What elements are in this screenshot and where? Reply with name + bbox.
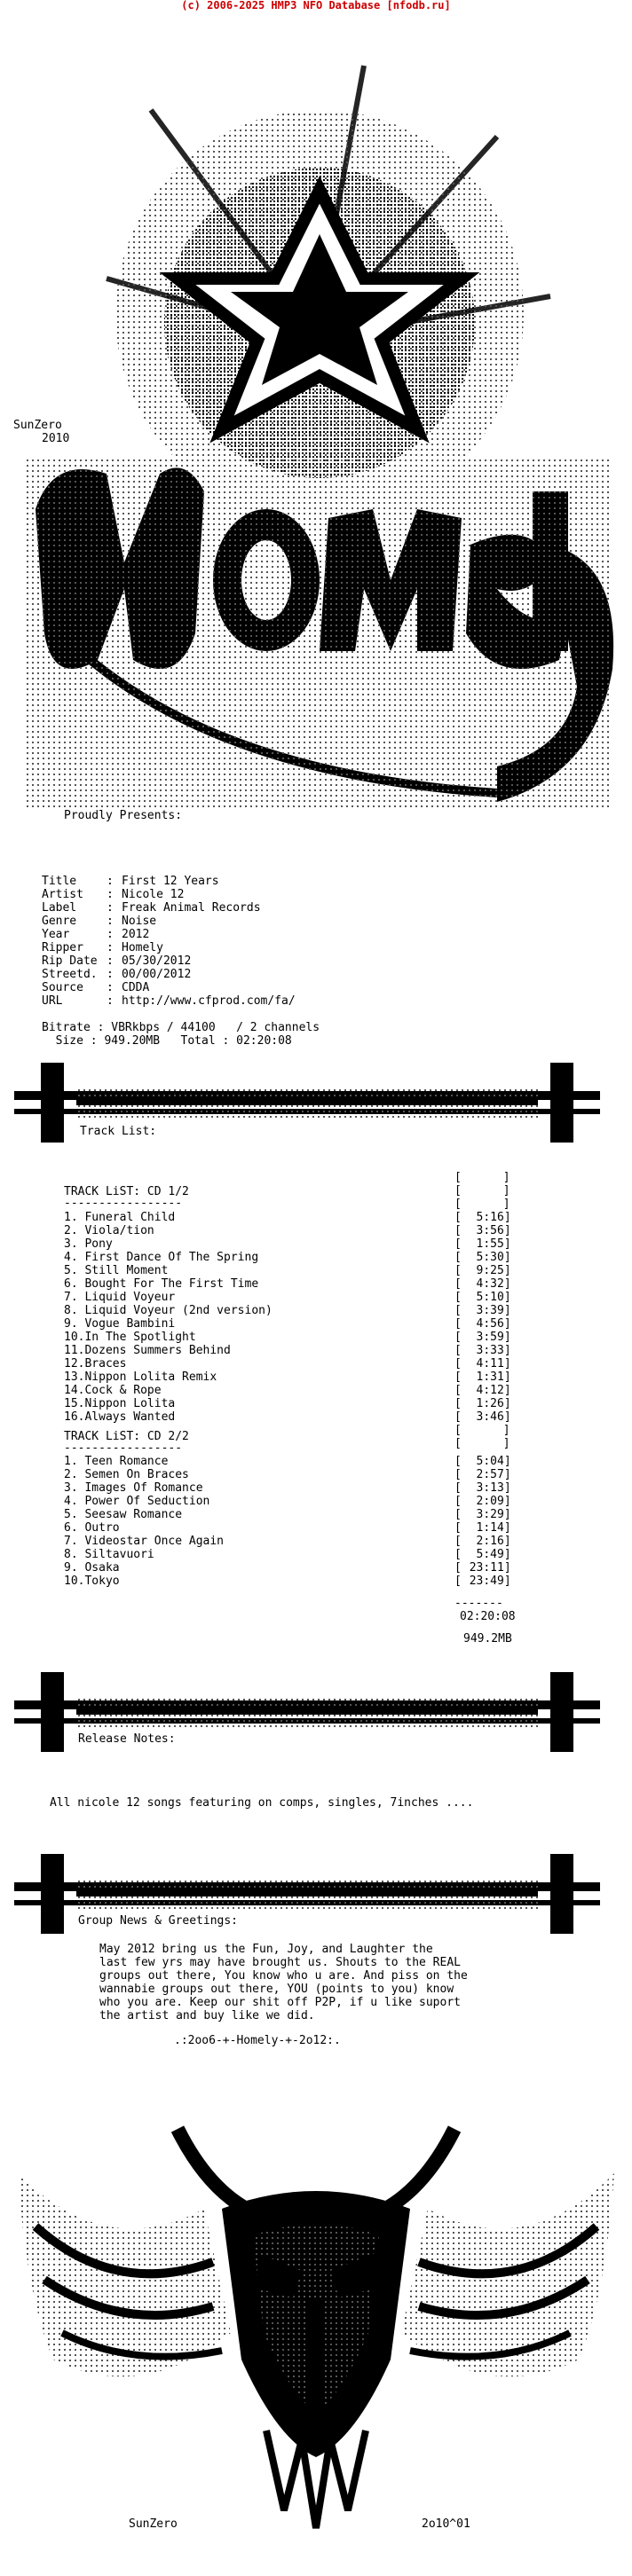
bracket-open: [ xyxy=(454,1384,462,1397)
cd1-track-title: 7. Liquid Voyeur xyxy=(64,1291,176,1304)
info-title-sep: : xyxy=(107,875,121,888)
cd1-track-title: 6. Bought For The First Time xyxy=(64,1277,259,1291)
news-line-1: May 2012 bring us the Fun, Joy, and Laughter the xyxy=(99,1943,433,1956)
cd2-track-duration xyxy=(454,1521,511,1535)
info-ripdate-label: Rip Date xyxy=(42,954,98,968)
info-genre-sep: : xyxy=(107,915,121,928)
cd1-track-title: 11.Dozens Summers Behind xyxy=(64,1344,231,1357)
info-title-label: Title xyxy=(42,875,77,888)
news-line-4: wannabie groups out there, YOU (points to you) know xyxy=(99,1983,454,1996)
bracket-close: ] xyxy=(503,1317,511,1331)
bracket-close: ] xyxy=(503,1521,511,1535)
cd2-track-duration xyxy=(454,1495,511,1508)
cd1-track-duration xyxy=(454,1211,511,1224)
duration-value: 5:10 xyxy=(476,1291,504,1304)
cd1-track-duration xyxy=(454,1357,511,1370)
bracket-close: ] xyxy=(503,1535,511,1548)
bracket-open: [ xyxy=(454,1304,462,1317)
duration-value: 4:56 xyxy=(476,1317,504,1331)
bracket-close: ] xyxy=(503,1575,511,1588)
bracket-open: [ xyxy=(454,1357,462,1370)
cd1-track-duration xyxy=(454,1264,511,1277)
bracket-close: ] xyxy=(503,1561,511,1575)
cd1-track-title: 9. Vogue Bambini xyxy=(64,1317,176,1331)
duration-value: 2:16 xyxy=(476,1535,504,1548)
totals-size: 949.2MB xyxy=(463,1632,512,1645)
duration-value: 3:59 xyxy=(476,1331,504,1344)
cd2-track-title: 6. Outro xyxy=(64,1521,120,1535)
bracket-close: ] xyxy=(503,1304,511,1317)
info-genre-label: Genre xyxy=(42,915,77,928)
bracket-open: [ xyxy=(454,1344,462,1357)
duration-value: 1:31 xyxy=(476,1370,504,1384)
cd2-track-title: 3. Images Of Romance xyxy=(64,1481,203,1495)
cd1-track-duration xyxy=(454,1251,511,1264)
bracket-close: ] xyxy=(503,1370,511,1384)
info-bitrate: Bitrate : VBRkbps / 44100 / 2 channels xyxy=(42,1021,320,1034)
duration-value: 4:32 xyxy=(476,1277,504,1291)
duration-value: 5:16 xyxy=(476,1211,504,1224)
cd2-track-title: 9. Osaka xyxy=(64,1561,120,1575)
cd2-track-title: 10.Tokyo xyxy=(64,1575,120,1588)
top-signature: SunZero xyxy=(13,419,62,432)
bracket-close: ] xyxy=(503,1331,511,1344)
duration-value: 3:46 xyxy=(476,1410,504,1424)
cd1-track-title: 8. Liquid Voyeur (2nd version) xyxy=(64,1304,273,1317)
duration-value: 1:14 xyxy=(476,1521,504,1535)
bracket-close: ] xyxy=(503,1344,511,1357)
cd1-track-title: 1. Funeral Child xyxy=(64,1211,176,1224)
bracket-open: [ xyxy=(454,1561,462,1575)
cd1-track-duration xyxy=(454,1304,511,1317)
bracket-close: ] xyxy=(503,1357,511,1370)
bracket-close: ] xyxy=(503,1508,511,1521)
duration-value: 2:09 xyxy=(476,1495,504,1508)
info-ripper-sep: : xyxy=(107,941,121,954)
bottom-right-signature: 2o10^01 xyxy=(422,2517,470,2531)
cd2-track-duration xyxy=(454,1468,511,1481)
info-url-label: URL xyxy=(42,994,63,1008)
bracket-close: ] xyxy=(503,1397,511,1410)
info-ripper-label: Ripper xyxy=(42,941,83,954)
cd1-track-duration xyxy=(454,1370,511,1384)
cd1-track-duration xyxy=(454,1331,511,1344)
release-notes-text: All nicole 12 songs featuring on comps, singles, 7inches .... xyxy=(50,1796,474,1810)
cd1-track-duration xyxy=(454,1237,511,1251)
cd1-track-duration xyxy=(454,1277,511,1291)
bracket-close: ] xyxy=(503,1211,511,1224)
cd2-track-list xyxy=(64,1455,224,1588)
news-signature: .:2oo6-+-Homely-+-2o12:. xyxy=(174,2034,341,2047)
bracket-open: [ xyxy=(454,1264,462,1277)
brackets-mid-2: [ ] xyxy=(454,1437,510,1450)
cd1-track-title: 13.Nippon Lolita Remix xyxy=(64,1370,217,1384)
info-ripper: Homely xyxy=(122,941,163,954)
brackets-top-2: [ ] xyxy=(454,1184,510,1198)
cd2-divider: ----------------- xyxy=(64,1441,183,1455)
bracket-open: [ xyxy=(454,1495,462,1508)
cd2-track-duration xyxy=(454,1481,511,1495)
duration-value: 9:25 xyxy=(476,1264,504,1277)
info-source-sep: : xyxy=(107,981,121,994)
info-streetd-sep: : xyxy=(107,968,121,981)
info-source-label: Source xyxy=(42,981,83,994)
cd1-track-title: 3. Pony xyxy=(64,1237,113,1251)
cd1-track-title: 14.Cock & Rope xyxy=(64,1384,162,1397)
duration-value: 1:55 xyxy=(476,1237,504,1251)
info-source: CDDA xyxy=(122,981,150,994)
cd1-track-title: 4. First Dance Of The Spring xyxy=(64,1251,259,1264)
duration-value: 3:29 xyxy=(476,1508,504,1521)
bracket-open: [ xyxy=(454,1468,462,1481)
section-title-tracklist: Track List: xyxy=(80,1125,157,1138)
bracket-open: [ xyxy=(454,1331,462,1344)
cd1-track-title: 10.In The Spotlight xyxy=(64,1331,196,1344)
duration-value: 5:49 xyxy=(476,1548,504,1561)
bracket-open: [ xyxy=(454,1370,462,1384)
news-line-6: the artist and buy like we did. xyxy=(99,2009,315,2022)
cd2-track-title: 4. Power Of Seduction xyxy=(64,1495,210,1508)
bracket-close: ] xyxy=(503,1495,511,1508)
cd2-track-duration xyxy=(454,1455,511,1468)
info-ripdate: 05/30/2012 xyxy=(122,954,192,968)
duration-value: 5:30 xyxy=(476,1251,504,1264)
info-artist-sep: : xyxy=(107,888,121,901)
bracket-open: [ xyxy=(454,1481,462,1495)
info-year-label: Year xyxy=(42,928,70,941)
cd2-track-title: 7. Videostar Once Again xyxy=(64,1535,225,1548)
bracket-open: [ xyxy=(454,1548,462,1561)
cd1-track-duration xyxy=(454,1397,511,1410)
duration-value: 3:33 xyxy=(476,1344,504,1357)
bracket-close: ] xyxy=(503,1237,511,1251)
cd1-track-title: 12.Braces xyxy=(64,1357,127,1370)
cd1-track-title: 15.Nippon Lolita xyxy=(64,1397,176,1410)
bottom-left-signature: SunZero xyxy=(129,2517,178,2531)
bracket-close: ] xyxy=(503,1277,511,1291)
news-line-3: groups out there, You know who u are. And piss on the xyxy=(99,1969,468,1983)
duration-value: 2:57 xyxy=(476,1468,504,1481)
info-streetd: 00/00/2012 xyxy=(122,968,192,981)
section-title-release-notes: Release Notes: xyxy=(78,1732,176,1746)
info-label-sep: : xyxy=(107,901,121,915)
info-url: http://www.cfprod.com/fa/ xyxy=(122,994,296,1008)
duration-value: 23:11 xyxy=(469,1561,504,1575)
duration-value: 23:49 xyxy=(469,1575,504,1588)
bracket-close: ] xyxy=(503,1548,511,1561)
totals-divider: ------- xyxy=(454,1597,503,1610)
duration-value: 4:12 xyxy=(476,1384,504,1397)
cd2-heading: TRACK LiST: CD 2/2 xyxy=(64,1430,189,1443)
info-label-label: Label xyxy=(42,901,77,915)
info-artist: Nicole 12 xyxy=(122,888,185,901)
bracket-open: [ xyxy=(454,1455,462,1468)
bracket-close: ] xyxy=(503,1384,511,1397)
cd2-track-duration xyxy=(454,1548,511,1561)
bracket-close: ] xyxy=(503,1224,511,1237)
cd1-track-duration xyxy=(454,1384,511,1397)
bracket-open: [ xyxy=(454,1575,462,1588)
info-genre: Noise xyxy=(122,915,157,928)
cd2-track-duration xyxy=(454,1561,511,1575)
cd2-duration-list xyxy=(454,1455,511,1588)
cd1-track-duration xyxy=(454,1291,511,1304)
duration-value: 5:04 xyxy=(476,1455,504,1468)
bracket-close: ] xyxy=(503,1455,511,1468)
cd1-track-duration xyxy=(454,1410,511,1424)
cd1-heading: TRACK LiST: CD 1/2 xyxy=(64,1185,189,1198)
bracket-open: [ xyxy=(454,1508,462,1521)
info-size: Size : 949.20MB Total : 02:20:08 xyxy=(42,1034,292,1048)
cd2-track-title: 5. Seesaw Romance xyxy=(64,1508,183,1521)
brackets-top-1: [ ] xyxy=(454,1171,510,1184)
info-url-sep: : xyxy=(107,994,121,1008)
news-line-2: last few yrs may have brought us. Shouts to the REAL xyxy=(99,1956,461,1969)
duration-value: 1:26 xyxy=(476,1397,504,1410)
bracket-close: ] xyxy=(503,1251,511,1264)
cd2-track-title: 2. Semen On Braces xyxy=(64,1468,189,1481)
section-title-group-news: Group News & Greetings: xyxy=(78,1914,239,1928)
cd2-track-duration xyxy=(454,1535,511,1548)
info-streetd-label: Streetd. xyxy=(42,968,98,981)
bracket-open: [ xyxy=(454,1291,462,1304)
cd1-track-duration xyxy=(454,1224,511,1237)
info-year-sep: : xyxy=(107,928,121,941)
info-year: 2012 xyxy=(122,928,150,941)
duration-value: 3:39 xyxy=(476,1304,504,1317)
cd1-track-title: 5. Still Moment xyxy=(64,1264,169,1277)
cd1-track-title: 16.Always Wanted xyxy=(64,1410,176,1424)
info-label: Freak Animal Records xyxy=(122,901,261,915)
bracket-close: ] xyxy=(503,1264,511,1277)
totals-time: 02:20:08 xyxy=(460,1610,516,1623)
bracket-close: ] xyxy=(503,1468,511,1481)
bracket-open: [ xyxy=(454,1277,462,1291)
cd1-track-list xyxy=(64,1211,273,1424)
bottom-ascii-art xyxy=(0,2067,632,2564)
cd1-duration-list xyxy=(454,1211,511,1424)
top-year: 2010 xyxy=(42,432,70,445)
brackets-mid-1: [ ] xyxy=(454,1424,510,1437)
news-line-5: who you are. Keep our shit off P2P, if u like suport xyxy=(99,1996,461,2009)
duration-value: 3:56 xyxy=(476,1224,504,1237)
info-ripdate-sep: : xyxy=(107,954,121,968)
info-artist-label: Artist xyxy=(42,888,83,901)
proudly-presents: Proudly Presents: xyxy=(64,809,183,822)
brackets-top-3: [ ] xyxy=(454,1198,510,1211)
bracket-open: [ xyxy=(454,1397,462,1410)
cd1-track-duration xyxy=(454,1317,511,1331)
bracket-open: [ xyxy=(454,1521,462,1535)
cd1-track-title: 2. Viola/tion xyxy=(64,1224,154,1237)
bracket-open: [ xyxy=(454,1535,462,1548)
duration-value: 3:13 xyxy=(476,1481,504,1495)
bracket-open: [ xyxy=(454,1251,462,1264)
bracket-open: [ xyxy=(454,1317,462,1331)
bracket-close: ] xyxy=(503,1291,511,1304)
bracket-open: [ xyxy=(454,1224,462,1237)
cd1-track-duration xyxy=(454,1344,511,1357)
bracket-close: ] xyxy=(503,1410,511,1424)
bracket-open: [ xyxy=(454,1237,462,1251)
cd1-divider: ----------------- xyxy=(64,1197,183,1210)
duration-value: 4:11 xyxy=(476,1357,504,1370)
info-title: First 12 Years xyxy=(122,875,219,888)
bracket-close: ] xyxy=(503,1481,511,1495)
cd2-track-duration xyxy=(454,1508,511,1521)
copyright-header: (c) 2006-2025 HMP3 NFO Database [nfodb.ru] xyxy=(181,0,451,12)
bracket-open: [ xyxy=(454,1211,462,1224)
cd2-track-title: 8. Siltavuori xyxy=(64,1548,154,1561)
bracket-open: [ xyxy=(454,1410,462,1424)
cd2-track-title: 1. Teen Romance xyxy=(64,1455,169,1468)
cd2-track-duration xyxy=(454,1575,511,1588)
top-ascii-art xyxy=(0,12,632,846)
